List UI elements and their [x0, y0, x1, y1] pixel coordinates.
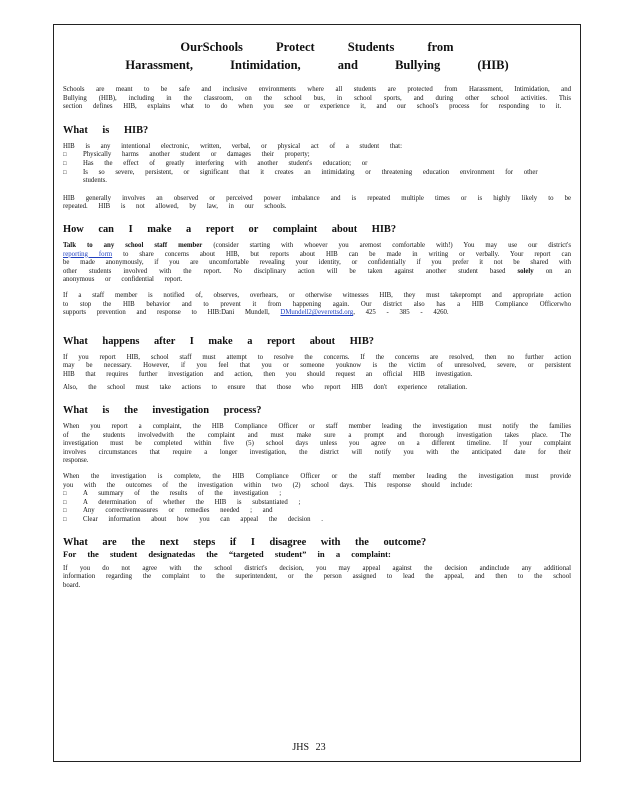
what-is-hib-heading: What is HIB? [63, 124, 149, 136]
list-item: □ Has the effect of greatly interfering with another student's education; or [63, 160, 571, 169]
hib-definition-list [63, 151, 571, 185]
investigation-paragraph-1: When you report a complaint, the HIB Compliance Officer or staff member leading the investigation must notify the families of the students involvedwith the complaint and must make sure a prompt and thorough investigation takes place. The investigation must be completed within five (5) school days unless you agree on a different timeline. If your complaint involves circumstances that require a longer investigation, the district will notify you with the anticipated date for their response. [63, 423, 571, 465]
what-is-hib-closing: HIB generally involves an observed or perceived power imbalance and is repeated multiple times or is highly likely to be repeated. HIB is not allowed, by law, in our schools. [63, 194, 571, 211]
report-phone: , 425 - 385 - 4260. [353, 309, 449, 317]
report-lead-bold: Talk to any school staff member [63, 241, 203, 249]
report-text-d: If a staff member is notified of, observes, overhears, or otherwise witnesses HIB, they must takeprompt and appropriate action to stop the HIB behavior and to prevent it from happening again. Our district also has a HIB Compliance Officerwho supports prevention and response to HIB:Dani Mundell, [63, 291, 571, 317]
title-line-1: OurSchools Protect Students from [180, 40, 454, 54]
reporting-form-link[interactable]: reporting form [63, 250, 113, 258]
what-is-hib-lead: HIB is any intentional electronic, written, verbal, or physical act of a student that: [63, 142, 402, 150]
after-report-paragraph-1: If you report HIB, school staff must attempt to resolve the concerns. If the concerns are resolved, then no further action may be necessary. However, if you feel that you or someone youknow is the victim of unresolved, severe, or persistent HIB that requires further investigation and action, then you should request an official HIB investigation. [63, 353, 571, 378]
investigation-paragraph-2: When the investigation is complete, the HIB Compliance Officer or the staff member leading the investigation must provide you with the outcomes of the investigation within two (2) school days. This response should include: [63, 473, 571, 489]
page-footer: JHS 23 [292, 742, 326, 753]
document-body [63, 34, 571, 590]
investigation-process-heading: What is the investigation process? [63, 405, 262, 417]
after-report-paragraph-2: Also, the school must take actions to ensure that those who report HIB don't experience retaliation. [63, 384, 468, 392]
report-text-c: on an anonymous or confidential report. [63, 267, 572, 284]
list-item: □ Physically harms another student or damages their property; [63, 151, 571, 160]
next-steps-subheading: For the student designatedas the “targeted student” in a complaint: [63, 548, 391, 559]
next-steps-heading: What are the next steps if I disagree with the outcome? [63, 536, 427, 548]
next-steps-paragraph: If you do not agree with the school district's decision, you may appeal against the decision andinclude any additional information regarding the complaint to the superintendent, or the person assigned to lead the appeal, and then to the school board. [63, 564, 571, 589]
report-paragraph-2 [63, 292, 571, 318]
report-text-b: to share concerns about HIB, but reports about HIB can be made in writing or verbally. Your report can be made anonymously, if you are uncomfortable revealing your identity, or confidentially if you prefer it not be shared with other students involved with the report. No disciplinary action will be taken against another student based [63, 250, 571, 275]
report-text-a: (consider starting with whoever you aremost comfortable with!) You may use our district's [213, 241, 571, 249]
list-item: □ A summary of the results of the investigation ; [63, 490, 571, 499]
page-title [63, 38, 571, 74]
report-heading: How can I make a report or complaint about HIB? [63, 223, 397, 235]
list-item: □ A determination of whether the HIB is substantiated ; [63, 499, 571, 508]
report-solely-bold: solely [517, 267, 534, 275]
list-item: □ Clear information about how you can appeal the decision . [63, 516, 571, 525]
report-paragraph-1 [63, 242, 571, 285]
list-item: □ Any correctivemeasures or remedies needed ; and [63, 507, 571, 516]
list-item: □ Is so severe, persistent, or significant that it creates an intimidating or threatening education environment for other students. [63, 169, 571, 186]
intro-paragraph: Schools are meant to be safe and inclusive environments where all students are protected from Harassment, Intimidation, and Bullying (HIB), including in the classroom, on the school bus, in school sports, and during other school activities. This section defines HIB, explains what to do when you see or experience it, and our school's process for responding to it. [63, 86, 571, 111]
investigation-outcome-list [63, 490, 571, 524]
after-report-heading: What happens after I make a report about HIB? [63, 335, 374, 347]
title-line-2: Harassment, Intimidation, and Bullying (HIB) [125, 58, 509, 72]
compliance-officer-email-link[interactable]: DMundell2@everettsd.org [280, 309, 354, 317]
